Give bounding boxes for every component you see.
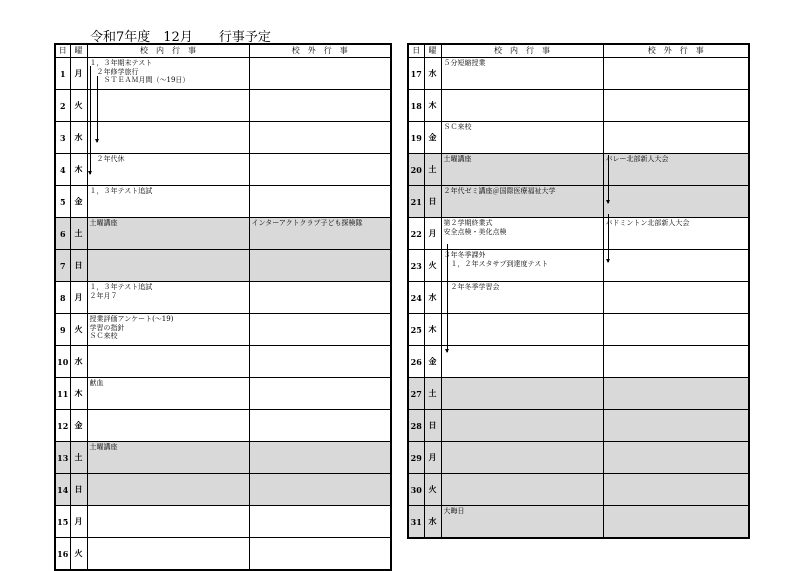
table-row: [408, 442, 749, 474]
weekday-cell: 水: [70, 346, 87, 378]
external-event-cell: [249, 474, 391, 506]
table-header: [55, 44, 391, 58]
weekday-cell: 月: [424, 218, 441, 250]
internal-event-cell: ５分短縮授業: [441, 58, 603, 90]
weekday-cell: 日: [424, 186, 441, 218]
weekday-cell: 日: [70, 250, 87, 282]
header-external: 校 外 行 事: [249, 44, 391, 58]
internal-event-cell: １，３年期末テスト ２年修学旅行 ＳＴＥＡＭ月間（～19日）: [87, 58, 249, 90]
weekday-cell: 火: [424, 250, 441, 282]
day-cell: 25: [408, 314, 424, 346]
external-event-cell: [603, 410, 749, 442]
weekday-cell: 月: [70, 58, 87, 90]
external-event-cell: インターアクトクラブ子ども探検隊: [249, 218, 391, 250]
weekday-cell: 木: [424, 90, 441, 122]
internal-event-cell: [87, 506, 249, 538]
internal-event-cell: ＳＣ来校: [441, 122, 603, 154]
internal-event-cell: 献血: [87, 378, 249, 410]
external-event-cell: [603, 474, 749, 506]
day-cell: 21: [408, 186, 424, 218]
external-event-cell: [603, 90, 749, 122]
external-event-cell: [249, 282, 391, 314]
day-cell: 26: [408, 346, 424, 378]
weekday-cell: 日: [70, 474, 87, 506]
day-cell: 3: [55, 122, 70, 154]
table-row: [55, 442, 391, 474]
weekday-cell: 土: [424, 378, 441, 410]
external-event-cell: [249, 154, 391, 186]
day-cell: 29: [408, 442, 424, 474]
span-arrow: [447, 244, 448, 352]
weekday-cell: 火: [70, 538, 87, 571]
day-cell: 24: [408, 282, 424, 314]
day-cell: 12: [55, 410, 70, 442]
weekday-cell: 土: [424, 154, 441, 186]
header-day: 日: [55, 44, 70, 58]
table-row: [408, 346, 749, 378]
day-cell: 31: [408, 506, 424, 539]
external-event-cell: [249, 58, 391, 90]
table-row: [55, 250, 391, 282]
internal-event-cell: [441, 410, 603, 442]
external-event-cell: [249, 250, 391, 282]
table-row: [408, 218, 749, 250]
internal-event-cell: [87, 122, 249, 154]
table-row: [55, 506, 391, 538]
table-row: [55, 314, 391, 346]
table-header: [408, 44, 749, 58]
weekday-cell: 金: [70, 410, 87, 442]
table-row: [408, 282, 749, 314]
weekday-cell: 月: [70, 282, 87, 314]
weekday-cell: 火: [424, 474, 441, 506]
table-row: [408, 250, 749, 282]
day-cell: 5: [55, 186, 70, 218]
day-cell: 1: [55, 58, 70, 90]
internal-event-cell: ２年代ゼミ講座＠国際医療福祉大学: [441, 186, 603, 218]
day-cell: 7: [55, 250, 70, 282]
day-cell: 14: [55, 474, 70, 506]
day-cell: 16: [55, 538, 70, 571]
day-cell: 30: [408, 474, 424, 506]
external-event-cell: [249, 538, 391, 571]
external-event-cell: バレー北部新人大会: [603, 154, 749, 186]
external-event-cell: [603, 378, 749, 410]
weekday-cell: 日: [424, 410, 441, 442]
header-internal: 校 内 行 事: [87, 44, 249, 58]
external-event-cell: バドミントン北部新人大会: [603, 218, 749, 250]
weekday-cell: 金: [70, 186, 87, 218]
external-event-cell: [249, 506, 391, 538]
table-row: [55, 410, 391, 442]
day-cell: 27: [408, 378, 424, 410]
external-event-cell: [249, 90, 391, 122]
internal-event-cell: ２年冬季学習会: [441, 282, 603, 314]
weekday-cell: 水: [70, 122, 87, 154]
header-external: 校 外 行 事: [603, 44, 749, 58]
weekday-cell: 月: [70, 506, 87, 538]
day-cell: 28: [408, 410, 424, 442]
internal-event-cell: 土曜講座: [87, 218, 249, 250]
internal-event-cell: [87, 90, 249, 122]
internal-event-cell: [87, 250, 249, 282]
external-event-cell: [603, 186, 749, 218]
internal-event-cell: 大晦日: [441, 506, 603, 539]
table-row: [55, 378, 391, 410]
table-row: [408, 314, 749, 346]
internal-event-cell: １，３年テスト追試: [87, 186, 249, 218]
internal-event-cell: 土曜講座: [87, 442, 249, 474]
table-row: [55, 122, 391, 154]
header-day: 日: [408, 44, 424, 58]
external-event-cell: [603, 314, 749, 346]
internal-event-cell: [441, 346, 603, 378]
external-event-cell: [249, 346, 391, 378]
external-event-cell: [603, 282, 749, 314]
external-event-cell: [249, 122, 391, 154]
table-row: [55, 282, 391, 314]
internal-event-cell: [87, 538, 249, 571]
internal-event-cell: [87, 346, 249, 378]
weekday-cell: 火: [70, 314, 87, 346]
table-row: [55, 186, 391, 218]
day-cell: 9: [55, 314, 70, 346]
day-cell: 6: [55, 218, 70, 250]
external-event-cell: [603, 506, 749, 539]
internal-event-cell: 土曜講座: [441, 154, 603, 186]
external-event-cell: [249, 442, 391, 474]
day-cell: 4: [55, 154, 70, 186]
table-row: [55, 346, 391, 378]
weekday-cell: 木: [70, 154, 87, 186]
external-event-cell: [603, 442, 749, 474]
day-cell: 10: [55, 346, 70, 378]
table-row: [408, 122, 749, 154]
day-cell: 23: [408, 250, 424, 282]
table-row: [55, 90, 391, 122]
weekday-cell: 金: [424, 122, 441, 154]
day-cell: 22: [408, 218, 424, 250]
day-cell: 19: [408, 122, 424, 154]
table-row: [408, 378, 749, 410]
weekday-cell: 水: [424, 58, 441, 90]
span-arrow: [90, 66, 91, 174]
day-cell: 2: [55, 90, 70, 122]
table-row: [408, 186, 749, 218]
internal-event-cell: [441, 90, 603, 122]
table-row: [408, 154, 749, 186]
weekday-cell: 土: [70, 442, 87, 474]
weekday-cell: 金: [424, 346, 441, 378]
table-row: [55, 538, 391, 571]
external-event-cell: [249, 410, 391, 442]
internal-event-cell: 授業評価アンケート(～19) 学習の指針 ＳＣ来校: [87, 314, 249, 346]
table-row: [55, 218, 391, 250]
external-event-cell: [603, 122, 749, 154]
internal-event-cell: [441, 314, 603, 346]
day-cell: 13: [55, 442, 70, 474]
table-row: [408, 58, 749, 90]
table-row: [408, 90, 749, 122]
external-event-cell: [603, 346, 749, 378]
table-row: [55, 474, 391, 506]
external-event-cell: [249, 314, 391, 346]
schedule-table-left: [54, 43, 392, 571]
weekday-cell: 水: [424, 506, 441, 539]
header-weekday: 曜: [424, 44, 441, 58]
table-row: [55, 58, 391, 90]
internal-event-cell: ２年代休: [87, 154, 249, 186]
weekday-cell: 火: [70, 90, 87, 122]
weekday-cell: 木: [70, 378, 87, 410]
internal-event-cell: 第２学期終業式 安全点検・美化点検: [441, 218, 603, 250]
page-title: 令和7年度 12月 行事予定: [90, 30, 271, 45]
span-arrow: [97, 76, 98, 142]
header-internal: 校 内 行 事: [441, 44, 603, 58]
external-event-cell: [249, 186, 391, 218]
weekday-cell: 月: [424, 442, 441, 474]
external-event-cell: [603, 250, 749, 282]
schedule-table-right: [407, 43, 750, 539]
day-cell: 17: [408, 58, 424, 90]
day-cell: 8: [55, 282, 70, 314]
day-cell: 11: [55, 378, 70, 410]
weekday-cell: 水: [424, 282, 441, 314]
internal-event-cell: [441, 474, 603, 506]
table-row: [408, 506, 749, 539]
internal-event-cell: [441, 378, 603, 410]
span-arrow: [608, 214, 609, 262]
internal-event-cell: １，３年テスト追試 ２年月７: [87, 282, 249, 314]
weekday-cell: 土: [70, 218, 87, 250]
day-cell: 15: [55, 506, 70, 538]
table-row: [55, 154, 391, 186]
day-cell: 20: [408, 154, 424, 186]
internal-event-cell: [87, 410, 249, 442]
header-weekday: 曜: [70, 44, 87, 58]
table-row: [408, 474, 749, 506]
external-event-cell: [603, 58, 749, 90]
external-event-cell: [249, 378, 391, 410]
internal-event-cell: ３年冬季課外 １，２年スタサプ到達度テスト: [441, 250, 603, 282]
internal-event-cell: [441, 442, 603, 474]
weekday-cell: 木: [424, 314, 441, 346]
table-row: [408, 410, 749, 442]
span-arrow: [608, 155, 609, 203]
internal-event-cell: [87, 474, 249, 506]
day-cell: 18: [408, 90, 424, 122]
